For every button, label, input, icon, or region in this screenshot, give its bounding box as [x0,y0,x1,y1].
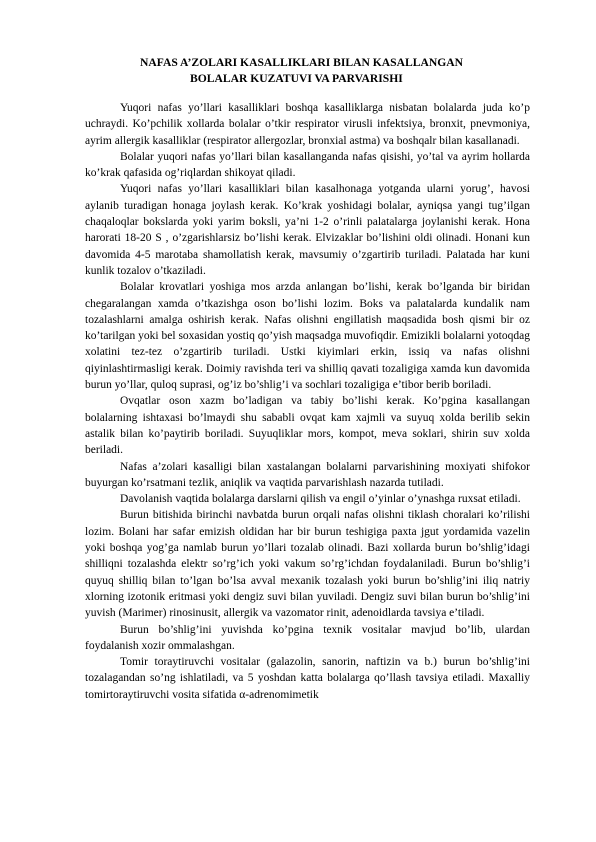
title-line-2: BOLALAR KUZATUVI VA PARVARISHI [190,71,403,85]
paragraph: Bolalar krovatlari yoshiga mos arzda anlangan bo’lishi, kerak bo’lganda bir biridan chegaralangan xamda o’tkazishga oson bo’lishi lozim. Boks va palatalarda kundalik nam tozalashlarni amalga oshirish kerak. Nafas olishni engillatish maqsadida bosh qismi bir oz ko’tarilgan yoki bel soxasidan yostiq qo’yish maqsadga muvofiqdir. Emizikli bolalarni yotoqdag xolatini tez-tez o’zgartirib turiladi. Ustki kiyimlari erkin, issiq va nafas olishni qiyinlashtirmasligi kerak. Doimiy ravishda teri va shilliq qavati tozaligiga xamda kun davomida burun yo’llar, quloq suprasi, og’iz bo’shlig’i va sochlari tozaligiga e’tibor berib boriladi. [85,281,530,392]
paragraph: Burun bitishida birinchi navbatda burun orqali nafas olishni tiklash choralari ko’rilishi lozim. Bolani har safar emizish oldidan har bir burun teshigiga paxta jgut yordamida vazelin yoki boshqa yog’ga namlab burun yo’llari tozalab olinadi. Bazi xollarda burun bo’shlig’idagi shilliqni tozalashda elektr so’rg’ich yoki vakum so’rg’ichdan foydalaniladi. Burun bo’shlig’i quyuq shilliq bilan to’lgan bo’lsa avval mexanik tozalash yoki burun bo’shlig’ini iliq natriy xlorning izotonik eritmasi yoki dengiz suvi bilan yuviladi. Dengiz suvi bilan burun bo’shlig’ini yuvish (Marimer) rinosinusit, allergik va vazomator rinit, adenoidlarda tavsiya e’tiladi. [85,509,530,620]
paragraph: Yuqori nafas yo’llari kasalliklari boshqa kasalliklarga nisbatan bolalarda juda ko’p uchraydi. Ko’pchilik xollarda bolalar o’tkir respirator virusli infektsiya, bronxit, pnevmoniya, ayrim allergik kasalliklar (respirator allergozlar, bronxial astma) va boshqalr bilan kasallanadi. [85,102,530,147]
document-page [85,55,530,703]
paragraph: Bolalar yuqori nafas yo’llari bilan kasallanganda nafas qisishi, yo’tal va ayrim hollarda ko’krak qafasida og’riqlardan shikoyat qiladi. [85,150,530,180]
paragraph: Davolanish vaqtida bolalarga darslarni qilish va engil o’yinlar o’ynashga ruxsat etiladi. [120,493,521,506]
paragraph: Ovqatlar oson xazm bo’ladigan va tabiy bo’lishi kerak. Ko’pgina kasallangan bolalarning ishtaxasi bo’lmaydi shu sababli ovqat kam xajmli va suyuq xolda berilib sekin astalik bilan ko’paytirib boriladi. Suyuqliklar mors, kompot, meva soklari, shirin suv xolda beriladi. [85,395,530,457]
document-body [85,100,530,703]
paragraph: Nafas a’zolari kasalligi bilan xastalangan bolalarni parvarishining moxiyati shifokor buyurgan ko’rsatmani tezlik, aniqlik va vaqtida parvarishlash nazarda tutiladi. [85,460,530,489]
title-line-1: NAFAS A’ZOLARI KASALLIKLARI BILAN KASALLANGAN [140,56,463,69]
document-title [85,55,530,86]
paragraph: Tomir toraytiruvchi vositalar (galazolin, sanorin, naftizin va b.) burun bo’shlig’ini tozalagandan so’ng ishlatiladi, va 5 yoshdan katta bolalarga qo’llash tavsiya etiladi. Maxalliy tomirtoraytiruvchi vosita sifatida α-adrenomimetik [85,656,530,701]
paragraph: Yuqori nafas yo’llari kasalliklari bilan kasalhonaga yotganda ularni yorug’, havosi aylanib turadigan honaga joylash kerak. Ko’krak yoshidagi bolalar, ayniqsa yangi tug’ilgan chaqaloqlar bokslarda yoki yarim boksli, ya’ni 1-2 o’rinli palatalarga joylanishi kerak. Hona harorati 18-20 S , o’zgarishlarsiz bo’lishi kerak. Elvizaklar bo’lishini oldi olinadi. Honani kun davomida 4-5 marotaba shamollatish kerak, mavsumiy o’zgartirib turiladi. Palatada har kuni kunlik tozalov o’tkaziladi. [85,183,530,277]
paragraph: Burun bo’shlig’ini yuvishda ko’pgina texnik vositalar mavjud bo’lib, ulardan foydalanish xozir ommalashgan. [85,623,530,652]
